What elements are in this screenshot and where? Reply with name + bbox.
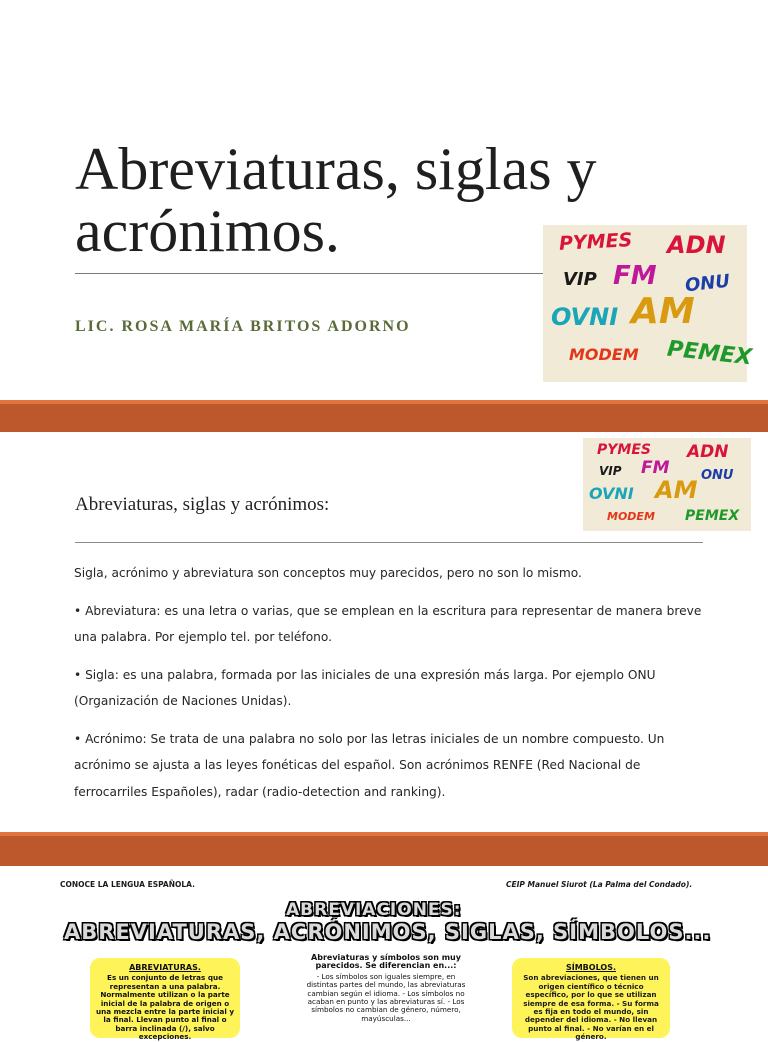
wordart-word: MODEM [569, 345, 639, 364]
body-paragraph: • Sigla: es una palabra, formada por las iniciales de una expresión más larga. Por ejemplo ONU (Organización de Naciones Unidas). [74, 667, 656, 708]
body-paragraph: • Acrónimo: Se trata de una palabra no solo por las letras iniciales de un nombre compuesto. Un acrónimo se ajusta a las leyes fonéticas del español. Son acrónimos RENFE (Red Nacional de ferrocarriles Españoles), radar (radio-detection and ranking). [74, 731, 665, 799]
slide-heading: Abreviaturas, siglas y acrónimos: [75, 494, 330, 515]
wordart-word: AM [655, 476, 698, 504]
title-divider [75, 273, 545, 274]
box-text: - Los símbolos son iguales siempre, en distintas partes del mundo, las abreviaturas cambian según el idioma. - Los símbolos no acaban en punto y las abreviaturas sí. - Los símbolos no cambian de género, número, mayúsculas... [306, 971, 466, 1023]
wordart-word: FM [613, 261, 657, 291]
body-paragraph: • Abreviatura: es una letra o varias, que se emplean en la escritura para representar de manera breve una palabra. Por ejemplo tel. por teléfono. [74, 603, 702, 644]
wordart-word: OVNI [551, 303, 619, 331]
presentation-title: Abreviaturas, siglas y acrónimos. [75, 136, 597, 264]
wordart-word: PEMEX [685, 508, 740, 524]
wordart-word: PEMEX [665, 336, 754, 371]
slide-divider-bar [0, 832, 768, 866]
wordart-word: VIP [599, 464, 622, 478]
poster-title: ABREVIACIONES: [286, 900, 462, 920]
simbolos-box [512, 958, 670, 1042]
slide-divider-bar [0, 400, 768, 432]
abreviaturas-box [90, 958, 240, 1042]
poster-image [16, 866, 752, 1042]
acronyms-wordart-image [583, 438, 751, 531]
author-name: LIC. ROSA MARÍA BRITOS ADORNO [75, 318, 411, 335]
wordart-word: ADN [687, 442, 729, 462]
wordart-word: MODEM [607, 510, 655, 523]
wordart-word: OVNI [589, 484, 634, 503]
title-slide [0, 0, 768, 400]
body-paragraph: Sigla, acrónimo y abreviatura son conceptos muy parecidos, pero no son lo mismo. [74, 566, 582, 580]
wordart-word: ONU [701, 468, 734, 483]
differences-box [301, 954, 471, 1023]
slide-body [74, 560, 714, 816]
box-title: Abreviaturas y símbolos son muy parecidos. Se diferencian en...: [311, 953, 461, 971]
wordart-word: PYMES [597, 442, 651, 458]
wordart-word: AM [631, 291, 695, 332]
heading-divider [75, 542, 703, 543]
poster-header-right: CEIP Manuel Siurot (La Palma del Condado). [506, 880, 693, 889]
wordart-word: FM [641, 458, 670, 478]
wordart-word: ADN [667, 231, 726, 259]
acronyms-wordart-image [543, 225, 754, 382]
poster-subtitle: ABREVIATURAS, ACRÓNIMOS, SIGLAS, SÍMBOLOS... [64, 920, 712, 944]
box-text: Son abreviaciones, que tienen un origen científico o técnico específico, por lo que se utilizan siempre de esa forma. - Su forma es fija en todo el mundo, sin depender del idioma. - No llevan punto al final. - No varían en el género. [523, 973, 659, 1042]
wordart-word: ONU [684, 270, 731, 297]
box-title: SÍMBOLOS. [565, 963, 616, 972]
wordart-word: PYMES [558, 229, 633, 255]
box-title: ABREVIATURAS. [129, 963, 201, 972]
poster-header-left: CONOCE LA LENGUA ESPAÑOLA. [60, 880, 195, 889]
box-text: Es un conjunto de letras que representan a una palabra. Normalmente utilizan o la parte inicial de la palabra de origen o una mezcla entre la parte inicial y la final. Llevan punto al final o barra inclinada (/), salvo excepciones. [96, 973, 234, 1042]
wordart-word: VIP [563, 269, 597, 290]
